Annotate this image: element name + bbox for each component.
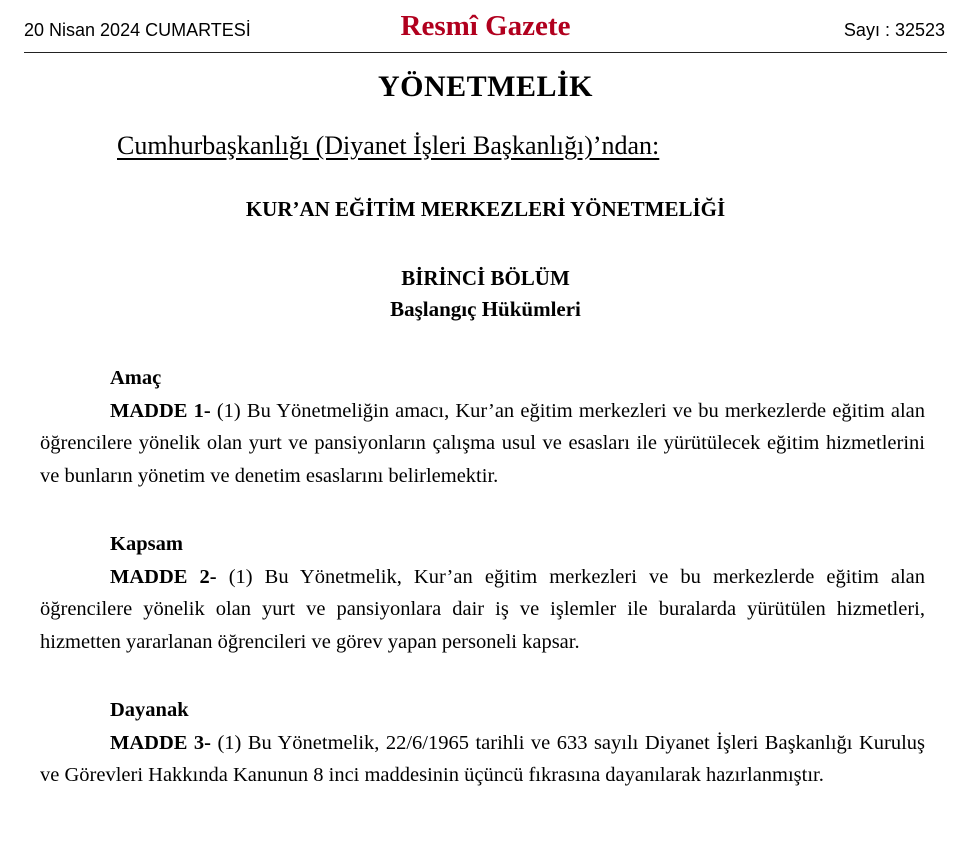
article-text: (1) Bu Yönetmeliğin amacı, Kur’an eğitim merkezleri ve bu merkezlerde eğitim alan öğrencilere yönelik olan yurt ve pansiyonların çalışma usul ve esasları ile yürütülecek eğitim hizmetlerini ve bunların yönetim ve denetim esaslarını belirlemektir. bbox=[40, 399, 926, 487]
regulation-title: KUR’AN EĞİTİM MERKEZLERİ YÖNETMELİĞİ bbox=[245, 197, 726, 221]
article-label: MADDE 3- bbox=[110, 731, 211, 754]
issuing-authority: Cumhurbaşkanlığı (Diyanet İşleri Başkanlığı)’ndan: bbox=[117, 131, 660, 160]
issue-number: Sayı : 32523 bbox=[843, 20, 945, 40]
article-text: (1) Bu Yönetmelik, 22/6/1965 tarihli ve 633 sayılı Diyanet İşleri Başkanlığı Kuruluş ve Görevleri Hakkında Kanunun 8 inci maddesinin üçüncü fıkrasına dayanılarak hazırlanmıştır. bbox=[40, 731, 926, 786]
article-body bbox=[40, 727, 925, 792]
article-body bbox=[40, 395, 925, 493]
article-label: MADDE 1- bbox=[110, 399, 211, 422]
chapter-subtitle: Başlangıç Hükümleri bbox=[390, 297, 581, 321]
article-1 bbox=[40, 362, 925, 492]
article-heading: Amaç bbox=[110, 367, 162, 389]
gazette-header bbox=[24, 10, 947, 53]
chapter-title: BİRİNCİ BÖLÜM bbox=[401, 266, 570, 290]
article-text: (1) Bu Yönetmelik, Kur’an eğitim merkezleri ve bu merkezlerde eğitim alan öğrencilere yönelik olan yurt ve pansiyonlara dair iş ve işlemler ile buralarda yürütülen hizmetleri, hizmetten yararlanan öğrencileri ve görev yapan personeli kapsar. bbox=[40, 565, 925, 653]
article-heading: Dayanak bbox=[110, 699, 189, 721]
article-3 bbox=[40, 694, 925, 792]
article-label: MADDE 2- bbox=[110, 565, 217, 588]
chapter-heading bbox=[0, 263, 971, 325]
gazette-name: Resmî Gazete bbox=[400, 10, 571, 42]
document-type-title: YÖNETMELİK bbox=[377, 70, 594, 103]
article-heading: Kapsam bbox=[110, 533, 183, 555]
article-body bbox=[40, 561, 925, 659]
publication-date: 20 Nisan 2024 CUMARTESİ bbox=[24, 20, 251, 40]
article-2 bbox=[40, 528, 925, 658]
